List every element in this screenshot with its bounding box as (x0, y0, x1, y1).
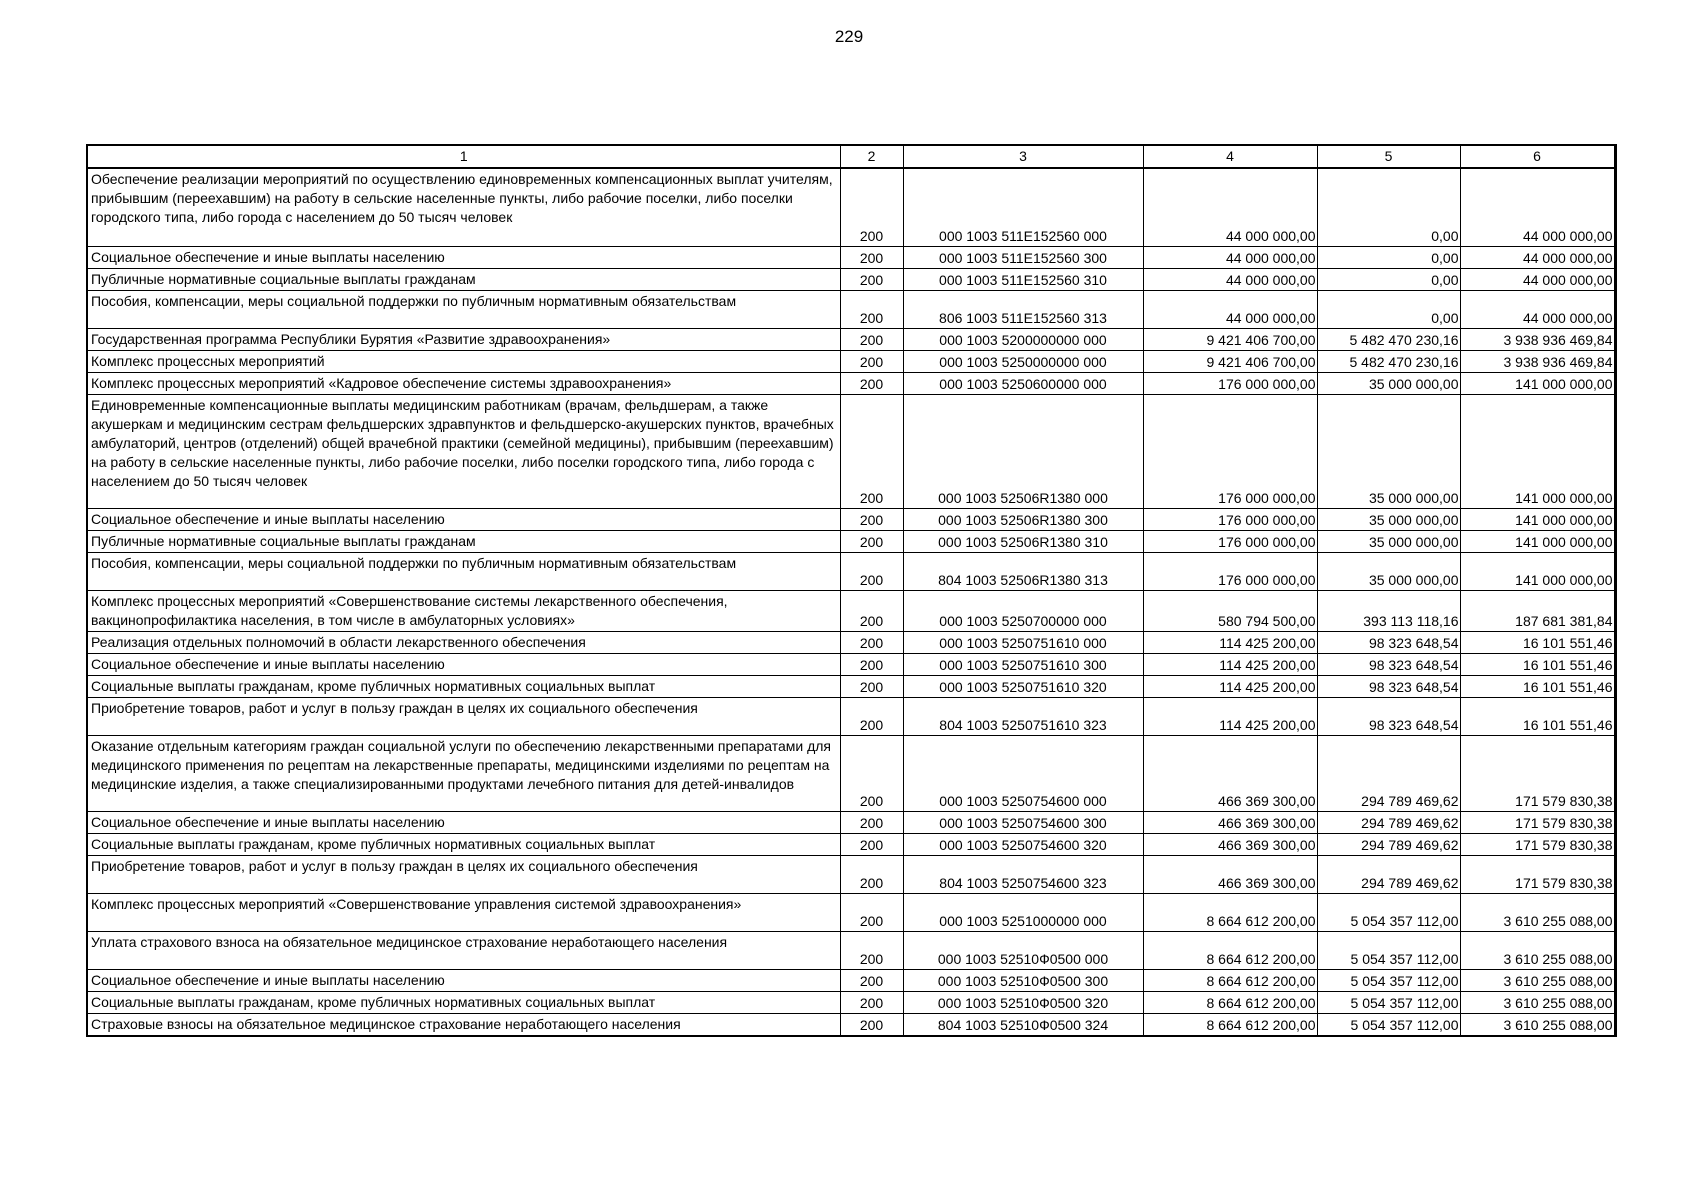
row-value-col5: 98 323 648,54 (1317, 653, 1460, 675)
row-grbs: 200 (840, 931, 903, 969)
row-grbs: 200 (840, 328, 903, 350)
row-name: Социальные выплаты гражданам, кроме публичных нормативных социальных выплат (87, 991, 840, 1013)
table-row (87, 893, 1615, 931)
row-value-col4: 8 664 612 200,00 (1143, 969, 1317, 991)
table-row (87, 1013, 1615, 1036)
row-value-col4: 8 664 612 200,00 (1143, 1013, 1317, 1036)
row-grbs: 200 (840, 1013, 903, 1036)
table-row (87, 530, 1615, 552)
header-col-4: 4 (1143, 145, 1317, 168)
row-value-col4: 176 000 000,00 (1143, 394, 1317, 508)
row-name: Социальное обеспечение и иные выплаты населению (87, 246, 840, 268)
row-value-col6: 3 938 936 469,84 (1460, 328, 1615, 350)
row-code: 000 1003 5250754600 320 (903, 833, 1143, 855)
header-col-3: 3 (903, 145, 1143, 168)
row-value-col5: 35 000 000,00 (1317, 530, 1460, 552)
row-name: Социальное обеспечение и иные выплаты населению (87, 969, 840, 991)
row-value-col4: 466 369 300,00 (1143, 833, 1317, 855)
row-value-col4: 44 000 000,00 (1143, 246, 1317, 268)
table-row (87, 590, 1615, 631)
table-row (87, 394, 1615, 508)
row-name: Приобретение товаров, работ и услуг в пользу граждан в целях их социального обеспечения (87, 697, 840, 735)
table-row (87, 931, 1615, 969)
row-grbs: 200 (840, 552, 903, 590)
row-code: 000 1003 511E152560 310 (903, 268, 1143, 290)
row-code: 000 1003 5250000000 000 (903, 350, 1143, 372)
row-value-col6: 44 000 000,00 (1460, 268, 1615, 290)
row-code: 000 1003 511E152560 300 (903, 246, 1143, 268)
row-value-col4: 8 664 612 200,00 (1143, 991, 1317, 1013)
row-value-col5: 98 323 648,54 (1317, 675, 1460, 697)
row-value-col4: 580 794 500,00 (1143, 590, 1317, 631)
row-value-col4: 176 000 000,00 (1143, 508, 1317, 530)
row-grbs: 200 (840, 855, 903, 893)
row-value-col4: 44 000 000,00 (1143, 290, 1317, 328)
table-row (87, 350, 1615, 372)
row-code: 000 1003 52510Ф0500 300 (903, 969, 1143, 991)
row-name: Публичные нормативные социальные выплаты гражданам (87, 530, 840, 552)
row-value-col5: 98 323 648,54 (1317, 631, 1460, 653)
header-col-5: 5 (1317, 145, 1460, 168)
row-value-col4: 114 425 200,00 (1143, 631, 1317, 653)
row-name: Социальные выплаты гражданам, кроме публичных нормативных социальных выплат (87, 833, 840, 855)
row-name: Приобретение товаров, работ и услуг в пользу граждан в целях их социального обеспечения (87, 855, 840, 893)
row-grbs: 200 (840, 811, 903, 833)
row-code: 000 1003 52510Ф0500 000 (903, 931, 1143, 969)
row-value-col6: 141 000 000,00 (1460, 372, 1615, 394)
row-value-col5: 0,00 (1317, 268, 1460, 290)
row-value-col6: 171 579 830,38 (1460, 855, 1615, 893)
row-value-col6: 187 681 381,84 (1460, 590, 1615, 631)
table-row (87, 653, 1615, 675)
row-name: Реализация отдельных полномочий в области лекарственного обеспечения (87, 631, 840, 653)
row-value-col5: 294 789 469,62 (1317, 811, 1460, 833)
row-value-col5: 35 000 000,00 (1317, 394, 1460, 508)
row-grbs: 200 (840, 268, 903, 290)
row-grbs: 200 (840, 350, 903, 372)
row-value-col6: 16 101 551,46 (1460, 653, 1615, 675)
row-value-col5: 294 789 469,62 (1317, 833, 1460, 855)
table-header (87, 145, 1615, 168)
row-name: Пособия, компенсации, меры социальной поддержки по публичным нормативным обязательствам (87, 290, 840, 328)
table-row (87, 552, 1615, 590)
table-row (87, 290, 1615, 328)
row-name: Социальное обеспечение и иные выплаты населению (87, 811, 840, 833)
table-row (87, 168, 1615, 246)
row-code: 804 1003 52510Ф0500 324 (903, 1013, 1143, 1036)
row-grbs: 200 (840, 735, 903, 811)
row-value-col4: 114 425 200,00 (1143, 697, 1317, 735)
row-value-col5: 0,00 (1317, 246, 1460, 268)
row-value-col5: 5 054 357 112,00 (1317, 893, 1460, 931)
row-value-col4: 176 000 000,00 (1143, 372, 1317, 394)
table-row (87, 246, 1615, 268)
table-body (87, 168, 1615, 1036)
row-value-col6: 16 101 551,46 (1460, 697, 1615, 735)
row-value-col6: 141 000 000,00 (1460, 394, 1615, 508)
row-grbs: 200 (840, 590, 903, 631)
row-value-col5: 393 113 118,16 (1317, 590, 1460, 631)
row-grbs: 200 (840, 372, 903, 394)
row-name: Обеспечение реализации мероприятий по осуществлению единовременных компенсационных выплат учителям, прибывшим (переехавшим) на работу в сельские населенные пункты, либо рабочие поселки, либо поселки городского типа, либо города с населением до 50 тысяч человек (87, 168, 840, 246)
row-name: Социальное обеспечение и иные выплаты населению (87, 508, 840, 530)
row-value-col5: 0,00 (1317, 290, 1460, 328)
table-row (87, 675, 1615, 697)
row-value-col5: 5 482 470 230,16 (1317, 328, 1460, 350)
row-value-col4: 176 000 000,00 (1143, 552, 1317, 590)
row-value-col4: 466 369 300,00 (1143, 855, 1317, 893)
row-code: 000 1003 5251000000 000 (903, 893, 1143, 931)
row-name: Комплекс процессных мероприятий «Совершенствование управления системой здравоохранения» (87, 893, 840, 931)
table-row (87, 697, 1615, 735)
row-code: 000 1003 5250751610 320 (903, 675, 1143, 697)
table-row (87, 372, 1615, 394)
row-grbs: 200 (840, 653, 903, 675)
row-grbs: 200 (840, 697, 903, 735)
row-grbs: 200 (840, 893, 903, 931)
row-value-col4: 114 425 200,00 (1143, 675, 1317, 697)
row-value-col5: 5 054 357 112,00 (1317, 1013, 1460, 1036)
row-value-col5: 5 054 357 112,00 (1317, 931, 1460, 969)
row-value-col4: 8 664 612 200,00 (1143, 931, 1317, 969)
header-row (87, 145, 1615, 168)
row-name: Пособия, компенсации, меры социальной поддержки по публичным нормативным обязательствам (87, 552, 840, 590)
row-code: 000 1003 52510Ф0500 320 (903, 991, 1143, 1013)
table-row (87, 811, 1615, 833)
row-code: 000 1003 52506R1380 300 (903, 508, 1143, 530)
row-value-col5: 35 000 000,00 (1317, 552, 1460, 590)
row-value-col6: 3 610 255 088,00 (1460, 1013, 1615, 1036)
row-value-col5: 5 054 357 112,00 (1317, 969, 1460, 991)
header-col-6: 6 (1460, 145, 1615, 168)
row-grbs: 200 (840, 675, 903, 697)
row-value-col5: 294 789 469,62 (1317, 735, 1460, 811)
table-row (87, 833, 1615, 855)
row-value-col4: 176 000 000,00 (1143, 530, 1317, 552)
row-grbs: 200 (840, 394, 903, 508)
row-value-col6: 16 101 551,46 (1460, 631, 1615, 653)
row-value-col4: 44 000 000,00 (1143, 268, 1317, 290)
row-name: Социальное обеспечение и иные выплаты населению (87, 653, 840, 675)
row-code: 000 1003 52506R1380 310 (903, 530, 1143, 552)
row-value-col5: 98 323 648,54 (1317, 697, 1460, 735)
row-value-col5: 294 789 469,62 (1317, 855, 1460, 893)
row-code: 000 1003 5250751610 300 (903, 653, 1143, 675)
row-grbs: 200 (840, 246, 903, 268)
header-col-1: 1 (87, 145, 840, 168)
row-value-col4: 44 000 000,00 (1143, 168, 1317, 246)
table-row (87, 991, 1615, 1013)
row-name: Уплата страхового взноса на обязательное медицинское страхование неработающего населения (87, 931, 840, 969)
row-code: 804 1003 5250751610 323 (903, 697, 1143, 735)
row-grbs: 200 (840, 991, 903, 1013)
row-grbs: 200 (840, 631, 903, 653)
row-code: 000 1003 511E152560 000 (903, 168, 1143, 246)
row-value-col6: 3 610 255 088,00 (1460, 991, 1615, 1013)
table-row (87, 631, 1615, 653)
row-code: 000 1003 5250754600 300 (903, 811, 1143, 833)
table-row (87, 735, 1615, 811)
page-number: 229 (834, 27, 864, 46)
table-row (87, 855, 1615, 893)
row-grbs: 200 (840, 168, 903, 246)
row-code: 000 1003 5200000000 000 (903, 328, 1143, 350)
row-grbs: 200 (840, 508, 903, 530)
row-value-col5: 35 000 000,00 (1317, 508, 1460, 530)
row-code: 806 1003 511E152560 313 (903, 290, 1143, 328)
row-value-col6: 171 579 830,38 (1460, 811, 1615, 833)
row-name: Социальные выплаты гражданам, кроме публичных нормативных социальных выплат (87, 675, 840, 697)
table-row (87, 508, 1615, 530)
row-value-col5: 0,00 (1317, 168, 1460, 246)
row-code: 804 1003 52506R1380 313 (903, 552, 1143, 590)
row-value-col6: 141 000 000,00 (1460, 530, 1615, 552)
row-value-col6: 44 000 000,00 (1460, 168, 1615, 246)
row-grbs: 200 (840, 530, 903, 552)
table-row (87, 328, 1615, 350)
row-value-col5: 35 000 000,00 (1317, 372, 1460, 394)
row-grbs: 200 (840, 969, 903, 991)
row-value-col4: 466 369 300,00 (1143, 735, 1317, 811)
row-value-col6: 171 579 830,38 (1460, 735, 1615, 811)
row-grbs: 200 (840, 290, 903, 328)
row-code: 000 1003 5250751610 000 (903, 631, 1143, 653)
row-code: 804 1003 5250754600 323 (903, 855, 1143, 893)
header-col-2: 2 (840, 145, 903, 168)
row-name: Оказание отдельным категориям граждан социальной услуги по обеспечению лекарственными препаратами для медицинского применения по рецептам на лекарственные препараты, медицинскими изделиями по рецептам на медицинские изделия, а также специализированными продуктами лечебного питания для детей-инвалидов (87, 735, 840, 811)
row-value-col5: 5 482 470 230,16 (1317, 350, 1460, 372)
row-code: 000 1003 52506R1380 000 (903, 394, 1143, 508)
row-value-col4: 8 664 612 200,00 (1143, 893, 1317, 931)
row-value-col6: 3 610 255 088,00 (1460, 969, 1615, 991)
row-value-col6: 141 000 000,00 (1460, 552, 1615, 590)
row-value-col6: 44 000 000,00 (1460, 246, 1615, 268)
row-name: Единовременные компенсационные выплаты медицинским работникам (врачам, фельдшерам, а также акушеркам и медицинским сестрам фельдшерских здравпунктов и фельдшерско-акушерских пунктов, врачебных амбулаторий, центров (отделений) общей врачебной практики (семейной медицины), прибывшим (переехавшим) на работу в сельские населенные пункты, либо рабочие поселки, либо поселки городского типа, либо города с населением до 50 тысяч человек (87, 394, 840, 508)
row-name: Страховые взносы на обязательное медицинское страхование неработающего населения (87, 1013, 840, 1036)
row-value-col6: 171 579 830,38 (1460, 833, 1615, 855)
row-value-col4: 114 425 200,00 (1143, 653, 1317, 675)
row-value-col4: 466 369 300,00 (1143, 811, 1317, 833)
row-name: Комплекс процессных мероприятий «Совершенствование системы лекарственного обеспечения, вакцинопрофилактика населения, в том числе в амбулаторных условиях» (87, 590, 840, 631)
row-grbs: 200 (840, 833, 903, 855)
table-row (87, 268, 1615, 290)
row-value-col4: 9 421 406 700,00 (1143, 350, 1317, 372)
row-code: 000 1003 5250600000 000 (903, 372, 1143, 394)
row-value-col6: 3 610 255 088,00 (1460, 893, 1615, 931)
budget-table (86, 144, 1617, 1037)
row-name: Комплекс процессных мероприятий (87, 350, 840, 372)
row-name: Комплекс процессных мероприятий «Кадровое обеспечение системы здравоохранения» (87, 372, 840, 394)
row-value-col5: 5 054 357 112,00 (1317, 991, 1460, 1013)
row-value-col4: 9 421 406 700,00 (1143, 328, 1317, 350)
table-row (87, 969, 1615, 991)
row-value-col6: 3 938 936 469,84 (1460, 350, 1615, 372)
row-code: 000 1003 5250700000 000 (903, 590, 1143, 631)
row-value-col6: 44 000 000,00 (1460, 290, 1615, 328)
row-value-col6: 16 101 551,46 (1460, 675, 1615, 697)
row-value-col6: 141 000 000,00 (1460, 508, 1615, 530)
row-name: Публичные нормативные социальные выплаты гражданам (87, 268, 840, 290)
row-name: Государственная программа Республики Бурятия «Развитие здравоохранения» (87, 328, 840, 350)
row-value-col6: 3 610 255 088,00 (1460, 931, 1615, 969)
row-code: 000 1003 5250754600 000 (903, 735, 1143, 811)
